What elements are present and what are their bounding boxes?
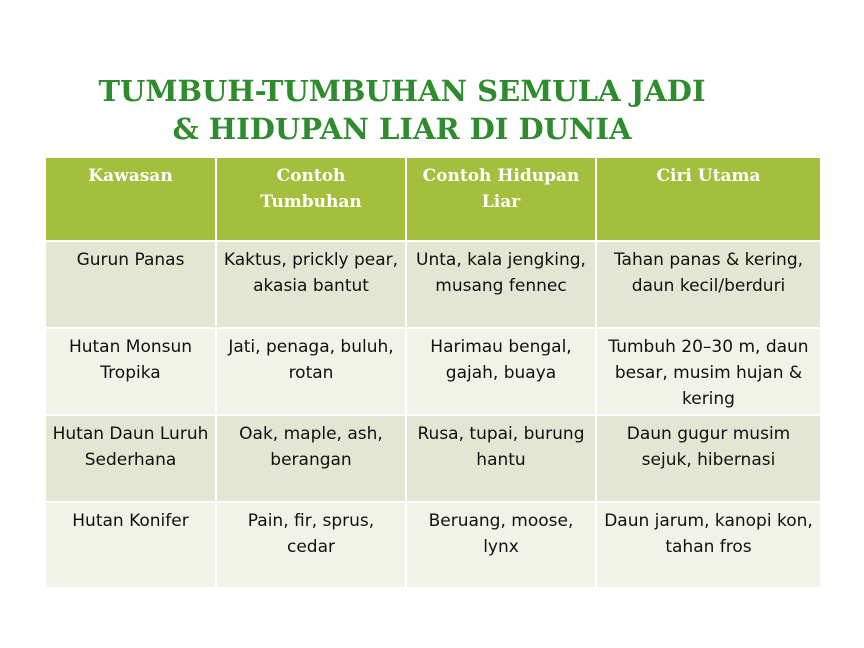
- header-ciri-utama: Ciri Utama: [596, 157, 821, 241]
- header-contoh-hidupan-liar: Contoh Hidupan Liar: [406, 157, 596, 241]
- cell-ciri-utama: Daun gugur musim sejuk, hibernasi: [596, 415, 821, 502]
- table-row: [45, 502, 821, 588]
- cell-kawasan: Hutan Konifer: [45, 502, 216, 588]
- cell-ciri-utama: Tumbuh 20–30 m, daun besar, musim hujan & kering: [596, 328, 821, 415]
- cell-tumbuhan: Pain, fir, sprus, cedar: [216, 502, 406, 588]
- cell-kawasan: Hutan Daun Luruh Sederhana: [45, 415, 216, 502]
- cell-ciri-utama: Tahan panas & kering, daun kecil/berduri: [596, 241, 821, 328]
- cell-tumbuhan: Jati, penaga, buluh, rotan: [216, 328, 406, 415]
- cell-tumbuhan: Kaktus, prickly pear, akasia bantut: [216, 241, 406, 328]
- table-row: [45, 241, 821, 328]
- cell-kawasan: Hutan Monsun Tropika: [45, 328, 216, 415]
- cell-ciri-utama: Daun jarum, kanopi kon, tahan fros: [596, 502, 821, 588]
- table-header-row: [45, 157, 821, 241]
- header-contoh-tumbuhan: Contoh Tumbuhan: [216, 157, 406, 241]
- region-table: [44, 156, 822, 589]
- table-row: [45, 328, 821, 415]
- title-line-2: & HIDUPAN LIAR DI DUNIA: [172, 112, 632, 146]
- table-row: [45, 415, 821, 502]
- cell-hidupan-liar: Unta, kala jengking, musang fennec: [406, 241, 596, 328]
- cell-hidupan-liar: Harimau bengal, gajah, buaya: [406, 328, 596, 415]
- cell-hidupan-liar: Beruang, moose, lynx: [406, 502, 596, 588]
- cell-kawasan: Gurun Panas: [45, 241, 216, 328]
- cell-hidupan-liar: Rusa, tupai, burung hantu: [406, 415, 596, 502]
- title-line-1: TUMBUH-TUMBUHAN SEMULA JADI: [98, 74, 706, 108]
- page-title: [0, 72, 804, 148]
- cell-tumbuhan: Oak, maple, ash, berangan: [216, 415, 406, 502]
- header-kawasan: Kawasan: [45, 157, 216, 241]
